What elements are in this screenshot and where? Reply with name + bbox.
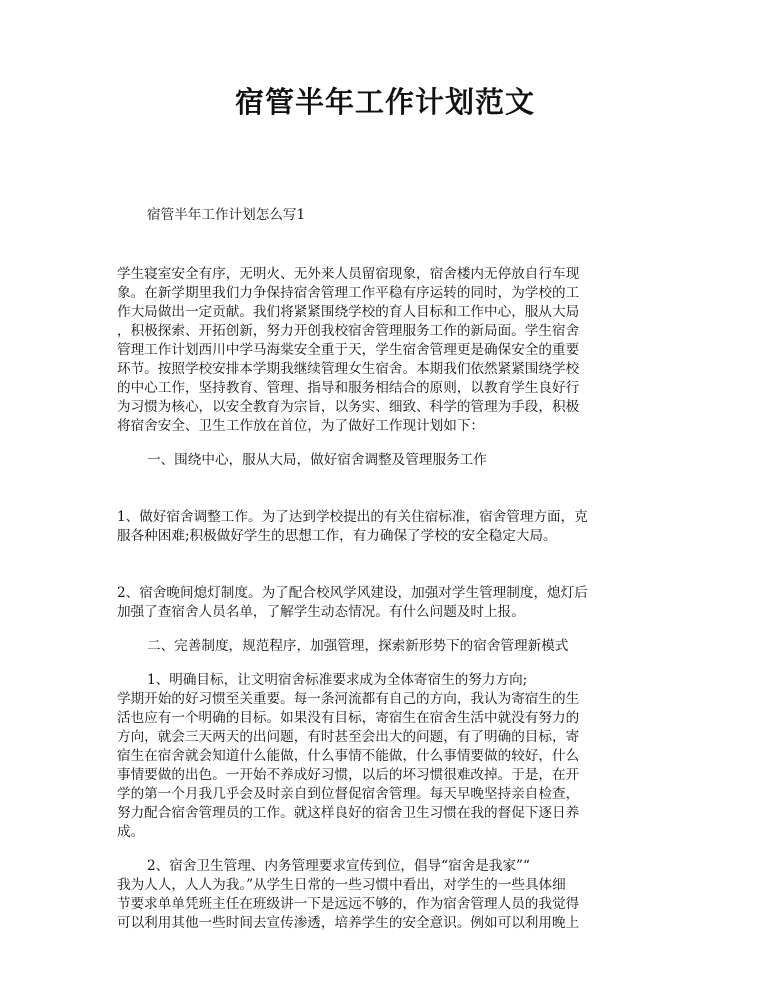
paragraph-line: 宿生在宿舍就会知道什么能做，什么事情不能做，什么事情要做的较好，什么 [117,748,580,764]
paragraph-line: 将宿舍安全、卫生工作放在首位，为了做好工作现计划如下： [117,418,485,434]
paragraph-line: 的中心工作，坚持教育、管理、指导和服务相结合的原则，以教育学生良好行 [117,380,580,396]
paragraph-line: 可以利用其他一些时间去宣传渗透，培养学生的安全意识。例如可以利用晚上 [117,915,580,931]
paragraph-line: 成。 [117,824,145,840]
paragraph-clear-goals [117,671,653,842]
paragraph-line: 管理工作计划西川中学马海棠安全重于天，学生宿舍管理更是确保安全的重要 [117,342,580,358]
paragraph-line: 加强了查宿舍人员名单，了解学生动态情况。有什么问题及时上报。 [117,604,525,620]
paragraph-line: ，积极探索、开拓创新，努力开创我校宿舍管理服务工作的新局面。学生宿舍 [117,323,580,339]
paragraph-line: 2、宿舍晚间熄灯制度。为了配合校风学风建设，加强对学生管理制度，熄灯后 [117,585,588,601]
paragraph-line: 象。在新学期里我们力争保持宿舍管理工作平稳有序运转的同时，为学校的工 [117,285,580,301]
paragraph-line: 为习惯为核心，以安全教育为宗旨，以务实、细致、科学的管理为手段，积极 [117,399,580,415]
paragraph-line: 1、明确目标，让文明宿舍标准要求成为全体寄宿生的努力方向; [147,672,528,688]
paragraph-intro [117,265,653,436]
document-subtitle: 宿管半年工作计划怎么写1 [147,207,306,223]
section-heading-2: 二、完善制度，规范程序，加强管理，探索新形势下的宿舍管理新模式 [147,638,569,654]
paragraph-line: 学生寝室安全有序，无明火、无外来人员留宿现象，宿舍楼内无停放自行车现 [117,266,580,282]
paragraph-line: 我为人人，人人为我。”从学生日常的一些习惯中看出，对学生的一些具体细 [117,877,566,893]
paragraph-lights-out [117,584,653,622]
document-title: 宿管半年工作计划范文 [234,85,535,119]
paragraph-hygiene-management [117,857,653,933]
paragraph-line: 服各种困难;积极做好学生的思想工作，有力确保了学校的安全稳定大局。 [117,528,557,544]
paragraph-line: 方向，就会三天两天的出问题，有时甚至会出大的问题，有了明确的目标，寄 [117,729,580,745]
document-body [117,206,653,933]
paragraph-line: 1、做好宿舍调整工作。为了达到学校提出的有关住宿标准，宿舍管理方面，克 [117,509,588,525]
paragraph-line: 2、宿舍卫生管理、内务管理要求宣传到位，倡导“宿舍是我家”“ [147,858,530,874]
section-heading-1: 一、围绕中心，服从大局，做好宿舍调整及管理服务工作 [147,452,487,468]
paragraph-line: 节要求单单凭班主任在班级讲一下是远远不够的，作为宿舍管理人员的我觉得 [117,896,580,912]
paragraph-line: 学的第一个月我几乎会及时亲自到位督促宿舍管理。每天早晚坚持亲自检查， [117,786,580,802]
paragraph-line: 活也应有一个明确的目标。如果没有目标，寄宿生在宿舍生活中就没有努力的 [117,710,580,726]
paragraph-line: 事情要做的出色。一开始不养成好习惯，以后的坏习惯很难改掉。于是，在开 [117,767,580,783]
paragraph-line: 环节。按照学校安排本学期我继续管理女生宿舍。本期我们依然紧紧围绕学校 [117,361,580,377]
paragraph-dorm-adjustment [117,508,653,546]
paragraph-line: 作大局做出一定贡献。我们将紧紧围绕学校的育人目标和工作中心，服从大局 [117,304,580,320]
paragraph-line: 努力配合宿舍管理员的工作。就这样良好的宿舍卫生习惯在我的督促下逐日养 [117,805,580,821]
paragraph-line: 学期开始的好习惯至关重要。每一条河流都有自己的方向，我认为寄宿生的生 [117,691,580,707]
